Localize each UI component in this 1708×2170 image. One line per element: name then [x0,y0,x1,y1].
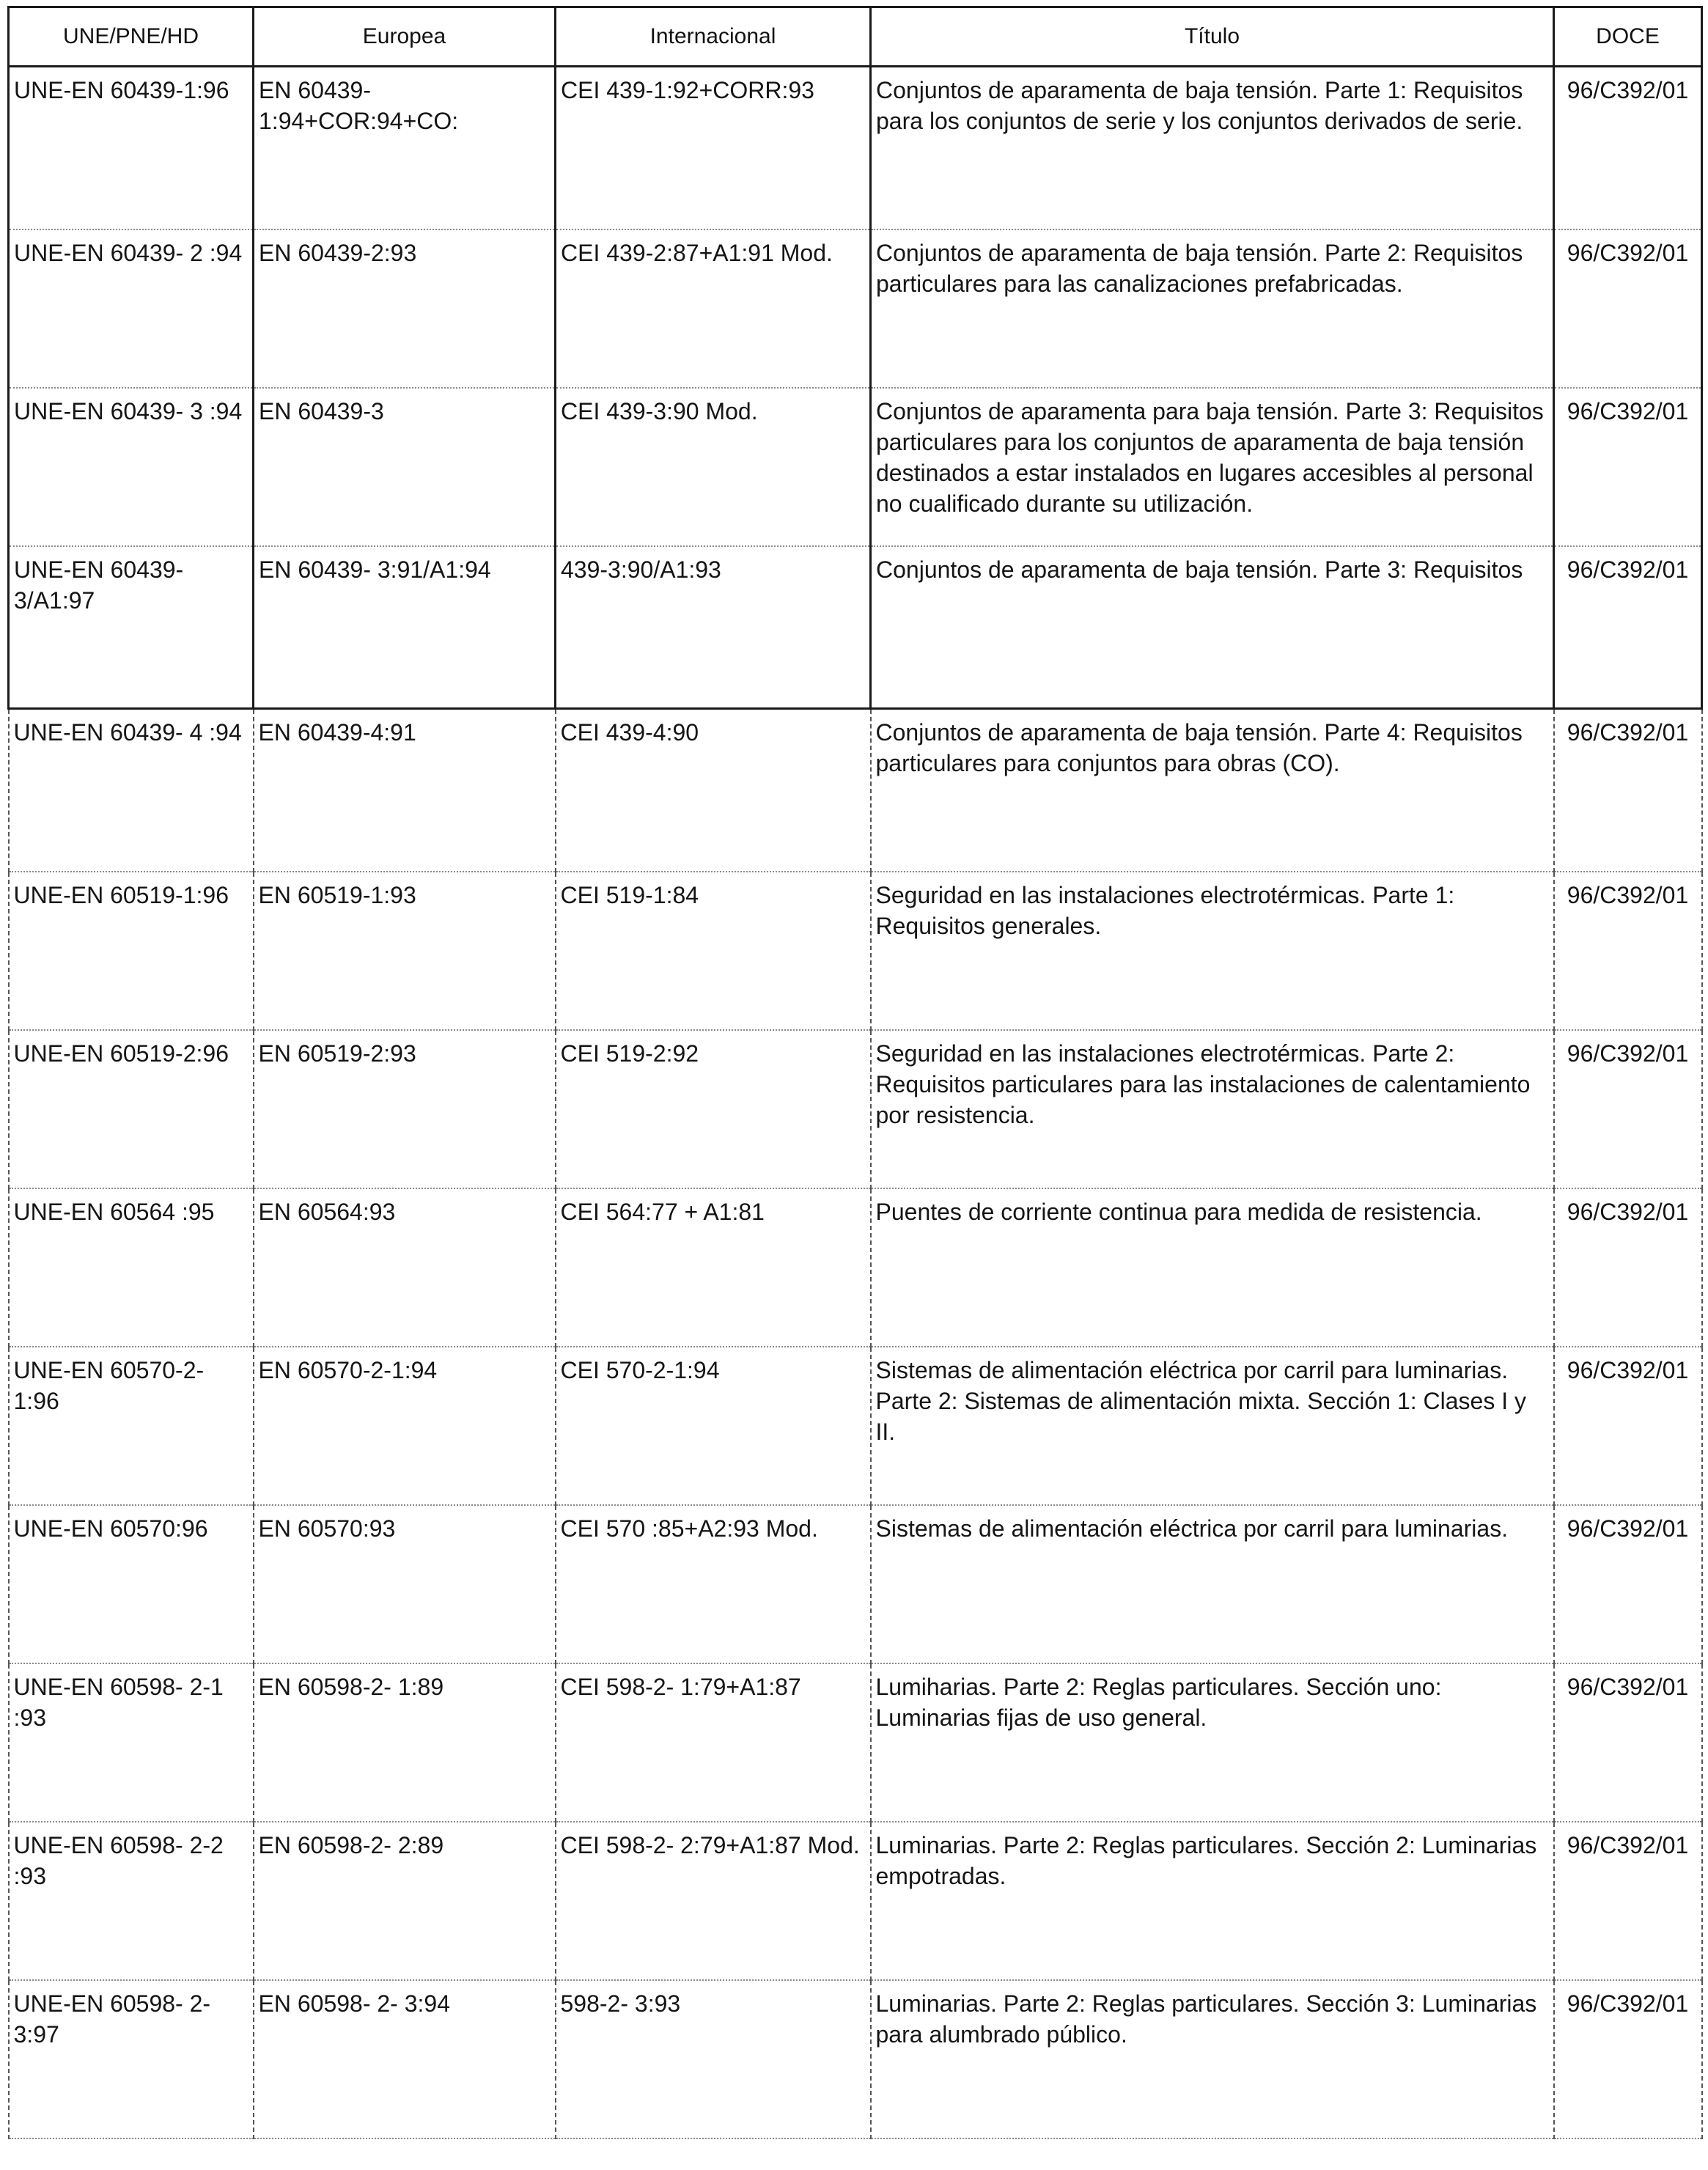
header-doce: DOCE [1554,7,1702,67]
table-row [9,546,1702,709]
cell-europea: EN 60439-4:91 [254,709,556,872]
cell-doce: 96/C392/01 [1554,1663,1702,1822]
cell-titulo: Puentes de corriente continua para medida de resistencia. [871,1188,1554,1347]
cell-internacional: 439-3:90/A1:93 [556,546,871,709]
cell-europea: EN 60598-2- 2:89 [254,1822,556,1980]
cell-doce: 96/C392/01 [1554,1822,1702,1980]
cell-europea: EN 60570-2-1:94 [254,1347,556,1505]
document-page [7,6,1701,2164]
cell-doce: 96/C392/01 [1554,229,1702,388]
cell-titulo: Lumiharias. Parte 2: Reglas particulares. Sección uno: Luminarias fijas de uso general. [871,1663,1554,1822]
table-header [9,7,1702,67]
cell-une: UNE-EN 60519-1:96 [9,872,254,1030]
table-row [9,229,1702,388]
cell-une: UNE-EN 60598- 2-3:97 [9,1980,254,2138]
cell-internacional: CEI 439-4:90 [556,709,871,872]
cell-internacional: CEI 570 :85+A2:93 Mod. [556,1505,871,1663]
cell-titulo: Conjuntos de aparamenta para baja tensión. Parte 3: Requisitos particulares para los conjuntos de aparamenta de baja tensión destinados a estar instalados en lugares accesibles al personal no cualificado durante su utilización. [871,388,1554,546]
cell-internacional: CEI 439-2:87+A1:91 Mod. [556,229,871,388]
cell-doce: 96/C392/01 [1554,67,1702,229]
cell-titulo: Conjuntos de aparamenta de baja tensión. Parte 3: Requisitos [871,546,1554,709]
table-row [9,67,1702,229]
cell-europea: EN 60570:93 [254,1505,556,1663]
cell-titulo: Sistemas de alimentación eléctrica por carril para luminarias. [871,1505,1554,1663]
table-row [9,1663,1702,1822]
cell-titulo: Conjuntos de aparamenta de baja tensión. Parte 4: Requisitos particulares para conjuntos para obras (CO). [871,709,1554,872]
cell-internacional: CEI 439-3:90 Mod. [556,388,871,546]
table-row [9,1980,1702,2138]
cell-doce: 96/C392/01 [1554,872,1702,1030]
table-row [9,388,1702,546]
cell-une: UNE-EN 60570:96 [9,1505,254,1663]
table-row [9,872,1702,1030]
header-titulo: Título [871,7,1554,67]
cell-europea: EN 60439-3 [254,388,556,546]
table-row [9,1505,1702,1663]
cell-titulo: Conjuntos de aparamenta de baja tensión. Parte 1: Requisitos para los conjuntos de serie y los conjuntos derivados de serie. [871,67,1554,229]
cell-une: UNE-EN 60439-3/A1:97 [9,546,254,709]
cell-internacional: CEI 564:77 + A1:81 [556,1188,871,1347]
cell-internacional: CEI 519-1:84 [556,872,871,1030]
cell-europea: EN 60439-1:94+COR:94+CO: [254,67,556,229]
header-internacional: Internacional [556,7,871,67]
table-row [9,1822,1702,1980]
cell-titulo: Sistemas de alimentación eléctrica por carril para luminarias. Parte 2: Sistemas de alimentación mixta. Sección 1: Clases I y II. [871,1347,1554,1505]
cell-internacional: CEI 598-2- 2:79+A1:87 Mod. [556,1822,871,1980]
cell-internacional: CEI 570-2-1:94 [556,1347,871,1505]
cell-doce: 96/C392/01 [1554,709,1702,872]
cell-titulo: Luminarias. Parte 2: Reglas particulares. Sección 3: Luminarias para alumbrado público. [871,1980,1554,2138]
cell-europea: EN 60519-1:93 [254,872,556,1030]
cell-europea: EN 60598- 2- 3:94 [254,1980,556,2138]
cell-une: UNE-EN 60519-2:96 [9,1030,254,1188]
cell-titulo: Conjuntos de aparamenta de baja tensión. Parte 2: Requisitos particulares para las canalizaciones prefabricadas. [871,229,1554,388]
cell-internacional: CEI 598-2- 1:79+A1:87 [556,1663,871,1822]
cell-doce: 96/C392/01 [1554,546,1702,709]
cell-titulo: Seguridad en las instalaciones electrotérmicas. Parte 2: Requisitos particulares para las instalaciones de calentamiento por resistencia. [871,1030,1554,1188]
cell-internacional: CEI 439-1:92+CORR:93 [556,67,871,229]
cell-doce: 96/C392/01 [1554,1030,1702,1188]
table-row [9,1030,1702,1188]
table-row [9,1347,1702,1505]
cell-doce: 96/C392/01 [1554,1505,1702,1663]
cell-une: UNE-EN 60564 :95 [9,1188,254,1347]
cell-une: UNE-EN 60439-1:96 [9,67,254,229]
cell-doce: 96/C392/01 [1554,1188,1702,1347]
cell-une: UNE-EN 60439- 4 :94 [9,709,254,872]
standards-table [7,6,1703,2139]
cell-une: UNE-EN 60439- 3 :94 [9,388,254,546]
table-row [9,709,1702,872]
header-row [9,7,1702,67]
cell-internacional: 598-2- 3:93 [556,1980,871,2138]
cell-titulo: Seguridad en las instalaciones electrotérmicas. Parte 1: Requisitos generales. [871,872,1554,1030]
cell-europea: EN 60519-2:93 [254,1030,556,1188]
cell-doce: 96/C392/01 [1554,388,1702,546]
table-body [9,67,1702,2138]
cell-europea: EN 60564:93 [254,1188,556,1347]
cell-une: UNE-EN 60439- 2 :94 [9,229,254,388]
cell-europea: EN 60439- 3:91/A1:94 [254,546,556,709]
header-europea: Europea [254,7,556,67]
cell-internacional: CEI 519-2:92 [556,1030,871,1188]
cell-doce: 96/C392/01 [1554,1980,1702,2138]
cell-europea: EN 60439-2:93 [254,229,556,388]
cell-doce: 96/C392/01 [1554,1347,1702,1505]
table-row [9,1188,1702,1347]
cell-europea: EN 60598-2- 1:89 [254,1663,556,1822]
cell-une: UNE-EN 60598- 2-1 :93 [9,1663,254,1822]
header-une: UNE/PNE/HD [9,7,254,67]
cell-une: UNE-EN 60598- 2-2 :93 [9,1822,254,1980]
cell-titulo: Luminarias. Parte 2: Reglas particulares. Sección 2: Luminarias empotradas. [871,1822,1554,1980]
cell-une: UNE-EN 60570-2-1:96 [9,1347,254,1505]
